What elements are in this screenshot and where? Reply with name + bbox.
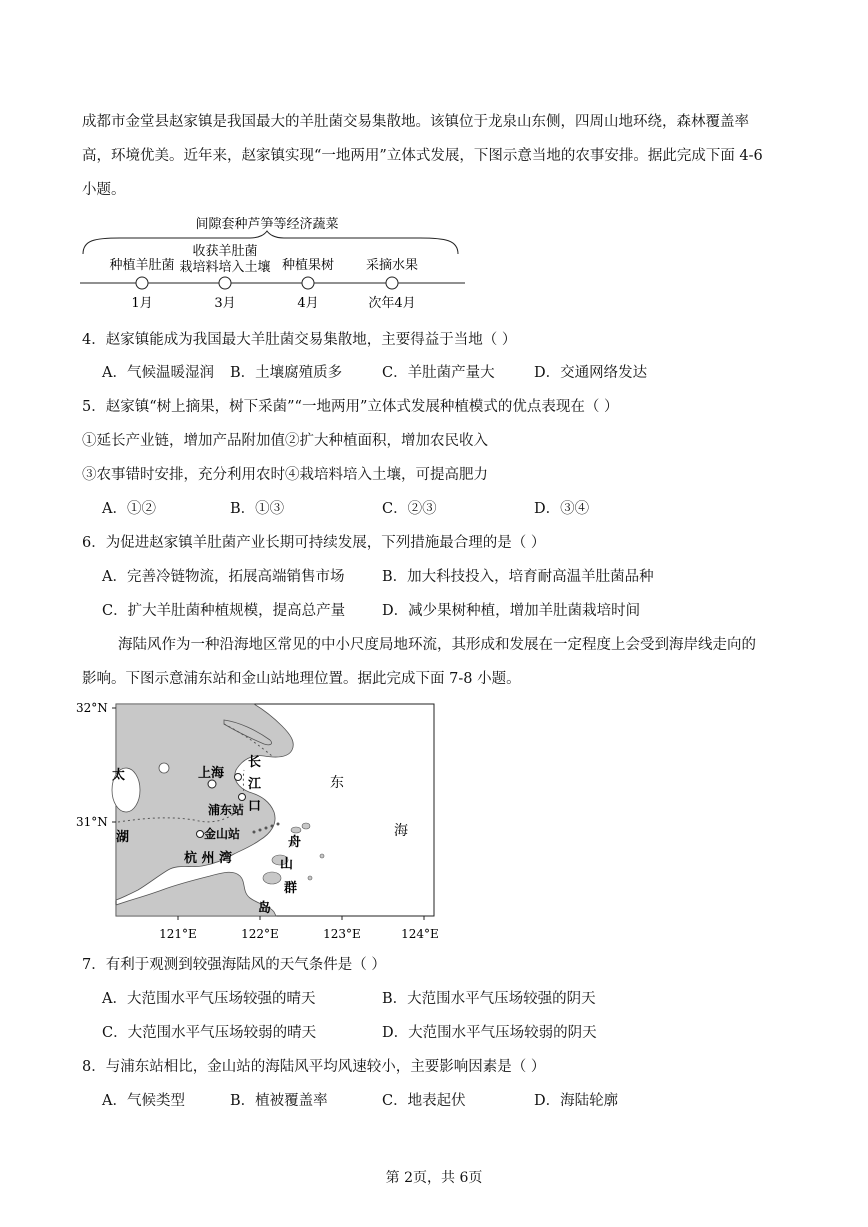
east-china-sea-label-2: 海 [394, 823, 408, 839]
q5-statement-2: ③农事错时安排，充分利用农时④栽培料培入土壤，可提高肥力 [82, 467, 488, 483]
q8-option-c[interactable]: C．地表起伏 [382, 1093, 466, 1109]
q6-option-d[interactable]: D．减少果树种植，增加羊肚菌栽培时间 [382, 603, 641, 619]
lat-label-32n: 32°N [76, 701, 108, 715]
taihu-label-2: 湖 [116, 830, 130, 845]
islet-dot-5 [277, 823, 280, 826]
q7-option-c[interactable]: C．大范围水平气压场较弱的晴天 [102, 1025, 317, 1041]
q8-option-a[interactable]: A．气候类型 [102, 1093, 185, 1109]
passage1-line-2: 高，环境优美。近年来，赵家镇实现“一地两用”立体式发展，下图示意当地的农事安排。据此完成下面 4-6 [82, 148, 763, 164]
timeline-event-4-label: 采摘水果 [365, 258, 419, 273]
zhoushan-label-3: 群 [284, 881, 298, 896]
timeline-event-1-date: 1月 [131, 296, 153, 311]
q8-option-d[interactable]: D．海陆轮廓 [534, 1093, 619, 1109]
timeline-event-1-label: 种植羊肚菌 [109, 258, 175, 273]
pudong-station-marker [239, 794, 246, 801]
islet-dot-3 [265, 827, 268, 830]
q6-option-c[interactable]: C．扩大羊肚菌种植规模，提高总产量 [102, 603, 346, 619]
jinshan-station-label: 金山站 [204, 827, 241, 841]
shanghai-label: 上海 [198, 766, 225, 781]
q8-option-b[interactable]: B．植被覆盖率 [230, 1093, 328, 1109]
islet-dot-2 [259, 829, 262, 832]
q6-option-a[interactable]: A．完善冷链物流，拓展高端销售市场 [102, 569, 345, 585]
islet-dot-1 [253, 831, 256, 834]
pudong-station-label: 浦东站 [208, 803, 245, 817]
q6-stem: 6．为促进赵家镇羊肚菌产业长期可持续发展，下列措施最合理的是（ ） [82, 535, 546, 551]
island-3 [263, 872, 281, 884]
timeline-bracket [83, 231, 458, 254]
passage1-line-1: 成都市金堂县赵家镇是我国最大的羊肚菌交易集散地。该镇位于龙泉山东侧，四周山地环绕，森林覆盖率 [82, 114, 749, 130]
passage2-line-1: 海陆风作为一种沿海地区常见的中小尺度局地环流，其形成和发展在一定程度上会受到海岸线走向的 [118, 637, 756, 653]
q6-option-b[interactable]: B．加大科技投入，培育耐高温羊肚菌品种 [382, 569, 654, 585]
passage1-line-3: 小题。 [82, 182, 126, 198]
q5-option-b[interactable]: B．①③ [230, 501, 285, 517]
lon-label-122e: 122°E [241, 927, 279, 941]
lon-label-124e: 124°E [401, 927, 439, 941]
q4-option-b[interactable]: B．土壤腐殖质多 [230, 365, 343, 381]
q5-statement-1: ①延长产业链，增加产品附加值②扩大种植面积，增加农民收入 [82, 433, 488, 449]
timeline-event-2-label-b: 栽培料培入土壤 [179, 260, 271, 275]
zhoushan-label-2: 山 [280, 857, 294, 872]
shanghai-marker [208, 780, 216, 788]
timeline-event-4-date: 次年4月 [368, 296, 416, 311]
q4-option-c[interactable]: C．羊肚菌产量大 [382, 365, 495, 381]
island-4 [302, 823, 310, 829]
zhoushan-label-4: 岛 [258, 901, 272, 916]
island-5 [320, 854, 324, 858]
yangtze-label-2: 江 [248, 777, 262, 792]
q7-option-b[interactable]: B．大范围水平气压场较强的阴天 [382, 991, 596, 1007]
island-7 [308, 876, 312, 880]
timeline-event-4-marker [386, 277, 398, 289]
q4-stem: 4．赵家镇能成为我国最大羊肚菌交易集散地，主要得益于当地（ ） [82, 332, 517, 348]
q4-option-a[interactable]: A．气候温暖湿润 [102, 365, 214, 381]
zhoushan-label-1: 舟 [288, 835, 302, 850]
timeline-bracket-label: 间隙套种芦笋等经济蔬菜 [195, 217, 339, 232]
page-footer: 第 2页，共 6页 [385, 1170, 483, 1186]
q8-stem: 8．与浦东站相比，金山站的海陆风平均风速较小，主要影响因素是（ ） [82, 1059, 546, 1075]
passage2-line-2: 影响。下图示意浦东站和金山站地理位置。据此完成下面 7-8 小题。 [82, 671, 521, 687]
timeline-event-2-label-a: 收获羊肚菌 [192, 244, 258, 259]
lon-label-121e: 121°E [159, 927, 197, 941]
timeline-event-3-label: 种植果树 [281, 258, 335, 273]
timeline-event-3-date: 4月 [297, 296, 319, 311]
location-map-figure [74, 700, 440, 945]
farming-timeline-figure [80, 212, 470, 317]
small-lake [159, 763, 169, 773]
timeline-event-3-marker [302, 277, 314, 289]
q4-option-d[interactable]: D．交通网络发达 [534, 365, 648, 381]
jinshan-station-marker [197, 831, 204, 838]
islet-dot-4 [271, 825, 274, 828]
island-1 [291, 827, 301, 833]
hangzhou-bay-label: 杭 州 湾 [184, 851, 233, 866]
q5-option-c[interactable]: C．②③ [382, 501, 437, 517]
timeline-event-1-marker [136, 277, 148, 289]
q5-stem: 5．赵家镇“树上摘果，树下采菌”“一地两用”立体式发展种植模式的优点表现在（ ） [82, 399, 619, 415]
q7-stem: 7．有利于观测到较强海陆风的天气条件是（ ） [82, 957, 386, 973]
timeline-event-2-marker [219, 277, 231, 289]
lat-label-31n: 31°N [76, 815, 108, 829]
q5-option-d[interactable]: D．③④ [534, 501, 590, 517]
timeline-event-2-date: 3月 [214, 296, 236, 311]
lon-label-123e: 123°E [323, 927, 361, 941]
east-china-sea-label-1: 东 [330, 775, 344, 791]
yangtze-label-1: 长 [248, 755, 262, 770]
taihu-label-1: 太 [112, 768, 126, 783]
q5-option-a[interactable]: A．①② [102, 501, 156, 517]
changjiang-marker [235, 774, 242, 781]
q7-option-a[interactable]: A．大范围水平气压场较强的晴天 [102, 991, 316, 1007]
yangtze-label-3: 口 [248, 799, 262, 814]
q7-option-d[interactable]: D．大范围水平气压场较弱的阴天 [382, 1025, 597, 1041]
